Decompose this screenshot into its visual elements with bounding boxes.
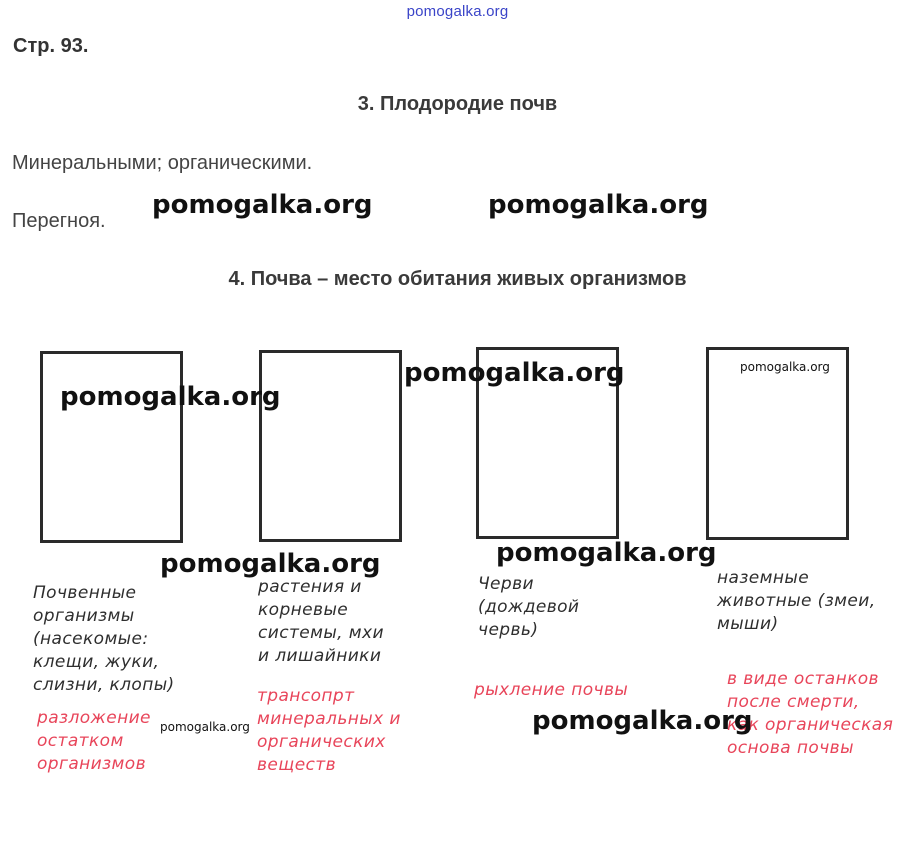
page-reference: Стр. 93. (13, 35, 89, 57)
organism-label-2: растения и корневые системы, мхи и лишайники (258, 577, 384, 666)
organism-role-2: трансопрт минеральных и органических веществ (257, 686, 401, 775)
section-4-title: 4. Почва – место обитания живых организмов (228, 268, 687, 290)
organism-role-4: в виде останков после смерти, как органическая основа почвы (727, 669, 894, 758)
drawing-frame-4 (706, 347, 849, 540)
watermark: pomogalka.org (160, 549, 381, 579)
organism-label-3: Черви (дождевой червь) (478, 574, 580, 640)
watermark: pomogalka.org (60, 382, 281, 412)
watermark: pomogalka.org (488, 190, 709, 220)
watermark: pomogalka.org (532, 706, 753, 736)
watermark: pomogalka.org (740, 360, 830, 374)
watermark: pomogalka.org (404, 358, 625, 388)
watermark: pomogalka.org (152, 190, 373, 220)
section-3-answer-1: Минеральными; органическими. (12, 152, 313, 174)
top-watermark: pomogalka.org (406, 3, 509, 20)
drawing-frame-1 (40, 351, 183, 543)
drawing-frame-2 (259, 350, 402, 542)
organism-role-3: рыхление почвы (474, 680, 629, 700)
watermark: pomogalka.org (160, 720, 250, 734)
watermark: pomogalka.org (496, 538, 717, 568)
organism-label-4: наземные животные (змеи, мыши) (717, 568, 876, 634)
organism-role-1: разложение остатком организмов (37, 708, 151, 774)
section-3-title: 3. Плодородие почв (357, 93, 558, 115)
section-3-answer-2: Перегноя. (12, 210, 106, 232)
organism-label-1: Почвенные организмы (насекомые: клещи, жуки, слизни, клопы) (33, 583, 175, 695)
